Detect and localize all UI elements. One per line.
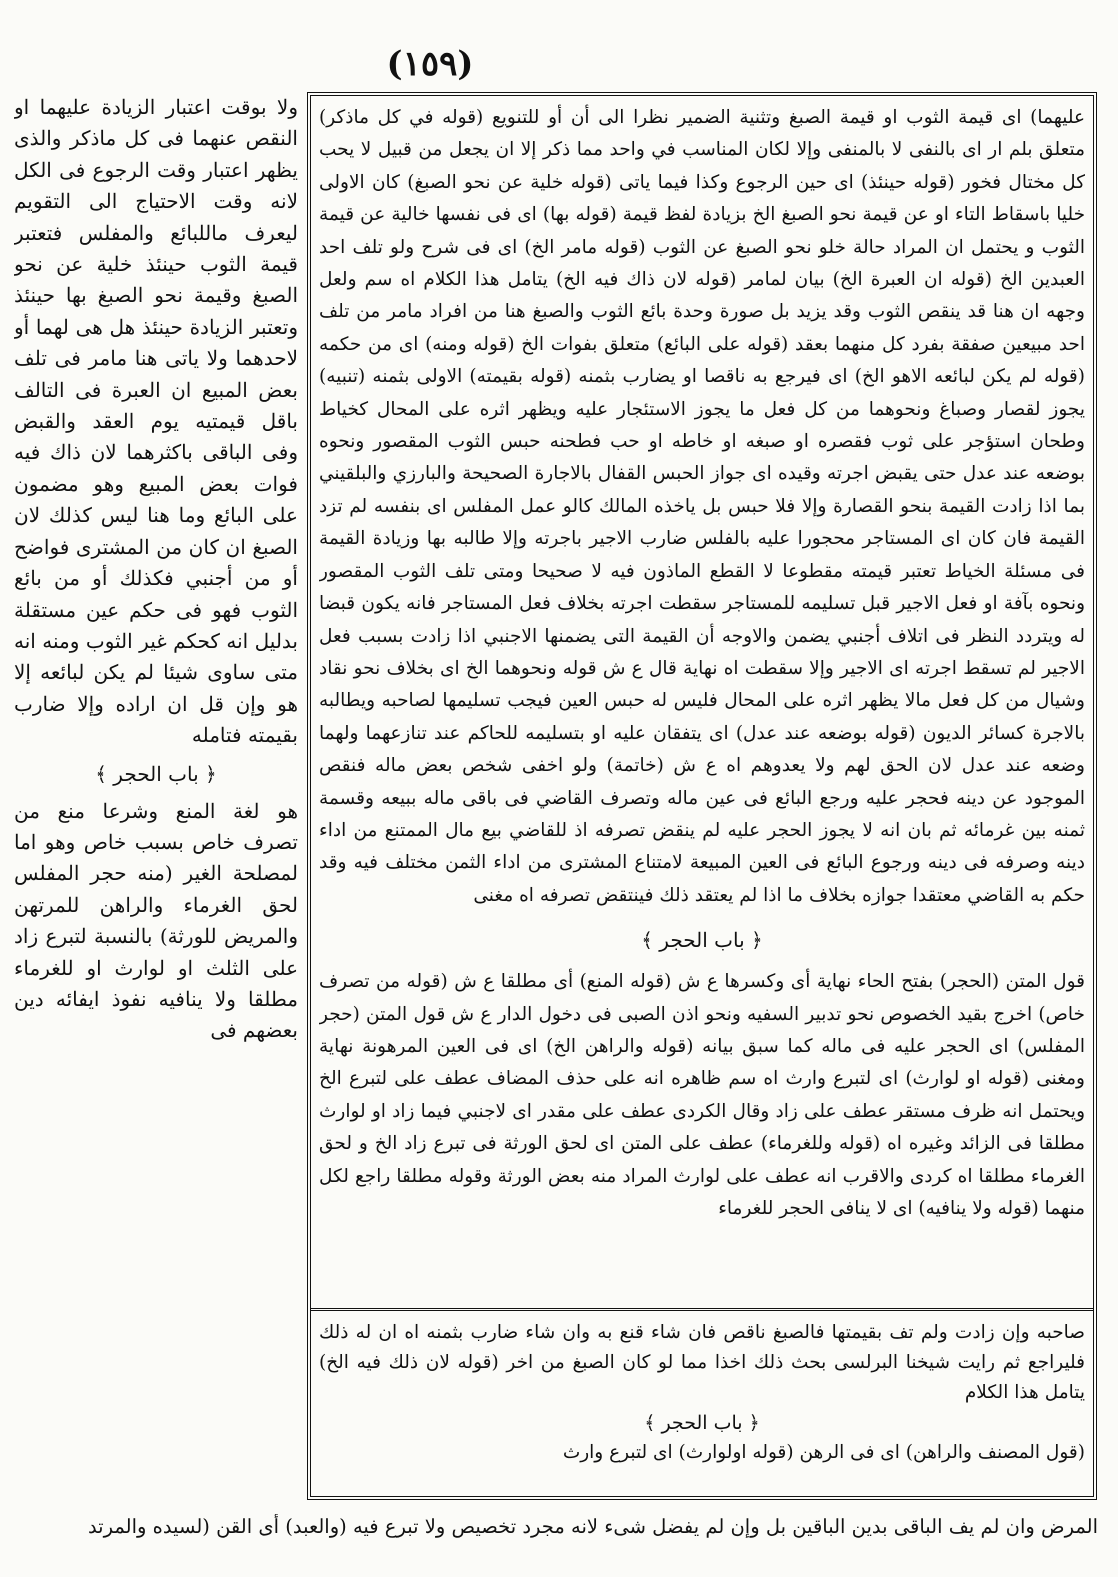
footer-line: [20, 1514, 1098, 1566]
side-section-heading: ﴿ باب الحجر ﴾: [95, 761, 217, 786]
side-commentary-text: ولا بوقت اعتبار الزيادة عليهما او النقص عنهما فى كل ماذكر والذى يظهر اعتبار وقت الرجوع فى الكل لانه وقت الاحتياج الى التقويم ليعرف ماللبائع والمفلس فتعتبر قيمة الثوب حينئذ خلية عن نحو الصبغ وقيمة نحو الصبغ بها حينئذ وتعتبر الزيادة حينئذ هل هى لهما أو لاحدهما ولا ياتى هنا مامر فى تلف بعض المبيع ان العبرة فى التالف باقل قيمتيه يوم العقد والقبض وفى الباقى باكثرهما لان ذاك فيه فوات بعض المبيع وهو مضمون على البائع وما هنا ليس كذلك لان الصبغ ان كان من المشترى فواضح أو من أجنبي فكذلك أو من بائع الثوب فهو فى حكم عين مستقلة بدليل انه كحكم غير الثوب ومنه انه متى ساوى شيئا لم يكن لبائعه إلا هو وإن قل ان اراده وإلا ضارب بقيمته فتامله: [14, 95, 298, 748]
main-commentary-text-2: قول المتن (الحجر) بفتح الحاء نهاية أى وكسرها ع ش (قوله المنع) أى مطلقا ع ش (قوله من تصرف خاص) اخرج بقيد الخصوص نحو تدبير السفيه ونحو اذن الصبى فى دخول الدار ع ش قول المتن (حجر المفلس) اى الحجر عليه فى ماله كما سبق بيانه (قوله والراهن الخ) اى فى العين المرهونة نهاية ومغنى (قوله او لوارث) اى لتبرع وارث اه سم ظاهره انه على حذف المضاف عطف على لتبرع الخ ويحتمل انه ظرف مستقر عطف على زاد وقال الكردى عطف على مقدر اى لاجنبي فيما زاد او لوارث مطلقا فى الزائد وغيره اه (قوله وللغرماء) عطف على المتن اى لحق الورثة فى تبرع زاد الخ و لحق الغرماء مطلقا اه كردى والاقرب انه عطف على لوارث المراد منه بعض الورثة وقوله مطلقا راجع لكل منهما (قوله ولا ينافيه) اى لا ينافى الحجر للغرماء: [319, 971, 1085, 1219]
page-number: (١٥٩): [386, 44, 474, 84]
frame-divider: [311, 1308, 1093, 1311]
side-commentary-text-2: هو لغة المنع وشرعا منع من تصرف خاص بسبب خاص وهو اما لمصلحة الغير (منه حجر المفلس لحق الغرماء والراهن للمرتهن والمريض للورثة) بالنسبة لتبرع زاد على الثلث او لوارث او للغرماء مطلقا ولا ينافيه نفوذ ايفائه دين بعضهم فى: [14, 798, 298, 1043]
main-commentary-text: عليهما) اى قيمة الثوب او قيمة الصبغ وتثنية الضمير نظرا الى أن أو للتنويع (قوله في كل ماذكر) متعلق بلم ار اى بالنفى لا بالمنفى وإلا لكان المناسب في واحد مما ذكر إلا ان يجعل من قبيل لا يحب كل مختال فخور (قوله حينئذ) اى حين الرجوع وكذا فيما ياتى (قوله خلية عن نحو الصبغ) كان الاولى خليا باسقاط التاء او عن قيمة نحو الصبغ الخ بزيادة لفظ قيمة (قوله بها) اى فى نفسها خالية عن قيمة الثوب و يحتمل ان المراد حالة خلو نحو الصبغ عن الثوب (قوله مامر الخ) اى فى شرح ولو تلف احد العبدين الخ (قوله ان العبرة الخ) بيان لمامر (قوله لان ذاك فيه الخ) يتامل هذا الكلام اه سم ولعل وجهه ان هنا قد ينقص الثوب وقد يزيد بل صورة وحدة بائع الثوب والصبغ هنا من افراد مامر من تلف احد مبيعين صفقة بفرد كل منهما بعقد (قوله على البائع) متعلق بفوات الخ (قوله ومنه) اى من حكمه (قوله لم يكن لبائعه الاهو الخ) اى فيرجع به ناقصا او يضارب بثمنه (قوله بقيمته) الاولى بثمنه (تنبيه) يجوز لقصار وصباغ ونحوهما من كل فعل ما يجوز الاستئجار عليه ويظهر اثره على المحال كخياط وطحان استؤجر على ثوب فقصره او صبغه او خاطه او حب فطحنه حبس الثوب المقصور ونحوه بوضعه عند عدل حتى يقبض اجرته وقيده اى جواز الحبس القفال بالاجارة الصحيحة والبارزي والبلقيني بما اذا زادت القيمة بنحو القصارة وإلا فلا حبس بل ياخذه المالك كالو عمل المفلس اى بنفسه لم تزد القيمة فان كان اى المستاجر محجورا عليه بالفلس ضارب الاجير باجرته وإلا طالبه بها وزيادة القيمة فى مسئلة الخياط تعتبر قيمته مقطوعا لا القطع الماذون فيه لا صحيحا ومتى تلف الثوب المقصور ونحوه بآفة او فعل الاجير قبل تسليمه للمستاجر سقطت اجرته بخلاف فعل المستاجر فانه يكون قبضا له ويتردد النظر فى اتلاف أجنبي يضمن والاوجه أن القيمة التى يضمنها الاجنبي اذا زادت بسبب فعل الاجير لم تسقط اجرته اى الاجير وإلا سقطت اه نهاية قال ع ش قوله ونحوهما الخ اى بخلاف نحو نقاد وشيال من كل فعل مالا يظهر اثره على المحال فليس له حبس العين فيجب تسليمها لصاحبه ويطالبه بالاجرة كسائر الديون (قوله بوضعه عند عدل) اى يتفقان عليه او بتسليمه للحاكم عند تنازعهما ولهما وضعه عند عدل لان الحق لهم ولا يعدوهم اه ع ش (خاتمة) ولو اخفى شخص بعض ماله فنقص الموجود عن دينه فحجر عليه ورجع البائع فى عين ماله وتصرف القاضي فى باقى ماله ببيعه وقسمة ثمنه بين غرمائه ثم بان انه لا يجوز الحجر عليه لم ينقض تصرفه اذ للقاضي بيع مال الممتنع من اداء دينه وصرفه فى دينه ورجوع البائع فى العين المبيعة لامتناع المشترى من اداء الثمن مختلف فيه وقد حكم به القاضي معتقدا جوازه بخلاف ما اذا لم يعتقد ذلك فينتقض تصرفه اه مغنى: [319, 107, 1085, 906]
main-commentary-bottom: [319, 1318, 1085, 1496]
bottom-section-heading: ﴿ باب الحجر ﴾: [644, 1412, 760, 1434]
footer-text: المرض وان لم يف الباقى بدين الباقين بل وإن لم يفضل شىء لانه مجرد تخصيص ولا تبرع فيه (والعبد) أى القن (لسيده والمرتد: [87, 1515, 1098, 1538]
bottom-commentary-text: صاحبه وإن زادت ولم تف بقيمتها فالصبغ ناقص فان شاء قنع به وان شاء ضارب بثمنه اه ان له ذلك فليراجع ثم رايت شيخنا البرلسى بحث ذلك اخذا مما لو كان الصبغ من اخر (قوله لان ذلك فيه الخ) يتامل هذا الكلام: [319, 1322, 1085, 1403]
side-column: [14, 92, 298, 1502]
main-commentary-top: [319, 102, 1085, 1302]
bottom-commentary-text-2: (قول المصنف والراهن) اى فى الرهن (قوله اولوارث) اى لتبرع وارث: [562, 1442, 1085, 1463]
main-section-heading: ﴿ باب الحجر ﴾: [641, 928, 763, 953]
main-commentary-frame: [307, 92, 1097, 1500]
